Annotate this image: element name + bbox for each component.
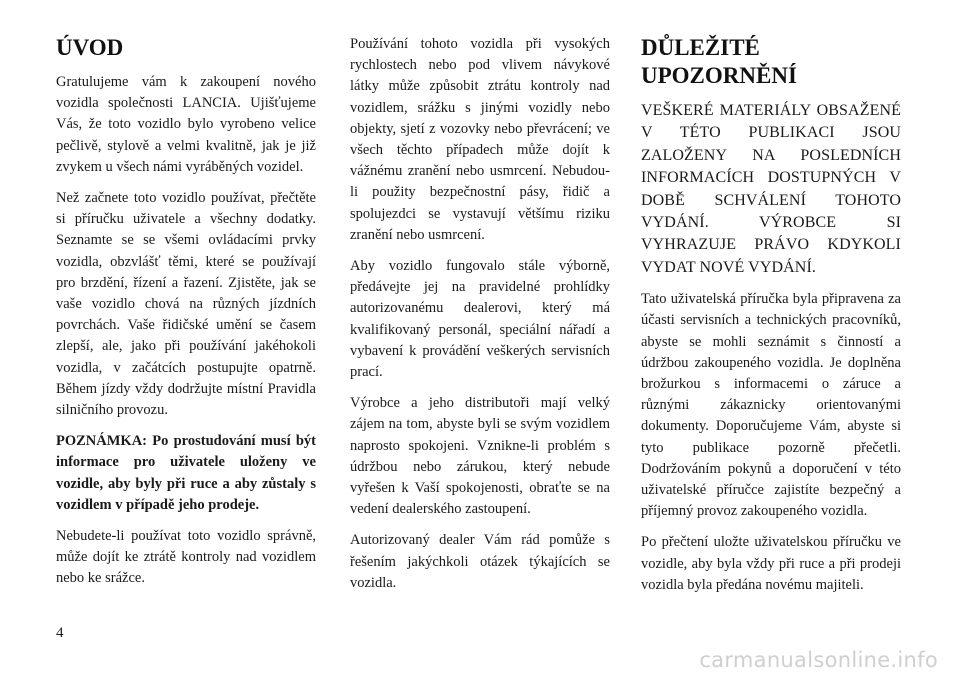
service-paragraph: Aby vozidlo fungovalo stále výborně, předávejte jej na pravidelné prohlídky autorizovanému dealerovi, který má kvalifikovaný personál, speciální nářadí a vybavení k provádění veškerých servisních prací. xyxy=(350,258,610,381)
important-notice-heading: DŮLEŽITÉ UPOZORNĚNÍ xyxy=(641,35,797,88)
manufacturer-paragraph: Výrobce a jeho distributoři mají velký zájem na tom, abyste byli se svým vozidlem naprosto spokojeni. Vznikne-li problém s údržbou nebo zárukou, který nebude vyřešen k Vaší spokojenosti, obraťte se na vedení dealerského zastoupení. xyxy=(350,395,610,518)
store-manual-paragraph: Po přečtení uložte uživatelskou příručku ve vozidle, aby byla vždy při ruce a při prodeji vozidla byla předána novému majiteli. xyxy=(641,534,901,593)
watermark: carmanualsonline.info xyxy=(699,648,938,672)
read-manual-paragraph: Než začnete toto vozidlo používat, přečtěte si příručku uživatele a všechny dodatky. Seznamte se se všemi ovládacími prvky vozidla, obzvlášť těmi, které se používají pro brzdění, řízení a řazení. Zjistěte, jak se vaše vozidlo chová na různých jízdních povrchách. Vaše řidičské umění se časem zlepší, ale, jako při používání jakéhokoli vozidla, v začátcích postupujte opatrně. Během jízdy vždy dodržujte místní Pravidla silničního provozu. xyxy=(56,190,316,419)
notice-caps-paragraph: VEŠKERÉ MATERIÁLY OBSAŽENÉ V TÉTO PUBLIKACI JSOU ZALOŽENY NA POSLEDNÍCH INFORMACÍCH DOSTUPNÝCH V DOBĚ SCHVÁLENÍ TOHOTO VYDÁNÍ. VÝROBCE SI VYHRAZUJE PRÁVO KDYKOLI VYDAT NOVÉ VYDÁNÍ. xyxy=(641,102,901,276)
right-column xyxy=(641,34,901,606)
page-number: 4 xyxy=(56,625,64,641)
left-column xyxy=(56,34,316,600)
manual-info-paragraph: Tato uživatelská příručka byla připravena za účasti servisních a technických pracovníků, abyste se mohli seznámit s činností a údržbou zakoupeného vozidla. Je doplněna brožurkou s informacemi o záruce a různými zákaznicky orientovanými dokumenty. Doporučujeme Vám, abyste si tyto publikace pozorně přečetli. Dodržováním pokynů a doporučení v této uživatelské příručce zajistíte bezpečný a příjemný provoz zakoupeného vozidla. xyxy=(641,291,901,520)
note-paragraph: POZNÁMKA: Po prostudování musí být informace pro uživatele uloženy ve vozidle, aby byly při ruce a aby zůstaly s vozidlem v případě jeho prodeje. xyxy=(56,433,316,513)
intro-heading: ÚVOD xyxy=(56,35,124,60)
intro-paragraph: Gratulujeme vám k zakoupení nového vozidla společnosti LANCIA. Ujišťujeme Vás, že toto vozidlo bylo vyrobeno velice pečlivě, stylově a velmi kvalitně, jak je již zvykem u všech námi vyráběných vozidel. xyxy=(56,74,316,175)
middle-column xyxy=(350,34,610,604)
speed-warning-paragraph: Používání tohoto vozidla při vysokých rychlostech nebo pod vlivem návykové látky může způsobit ztrátu kontroly nad vozidlem, srážku s jinými vozidly nebo objekty, sjetí z vozovky nebo převrácení; ve všech těchto případech může dojít k vážnému zranění nebo usmrcení. Nebudou-li použity bezpečnostní pásy, řidič a spolujezdci se vystavují většímu riziku zranění nebo usmrcení. xyxy=(350,36,610,243)
dealer-paragraph: Autorizovaný dealer Vám rád pomůže s řešením jakýchkoli otázek týkajících se vozidla. xyxy=(350,532,610,591)
misuse-paragraph: Nebudete-li používat toto vozidlo správně, může dojít ke ztrátě kontroly nad vozidlem nebo ke srážce. xyxy=(56,528,316,587)
